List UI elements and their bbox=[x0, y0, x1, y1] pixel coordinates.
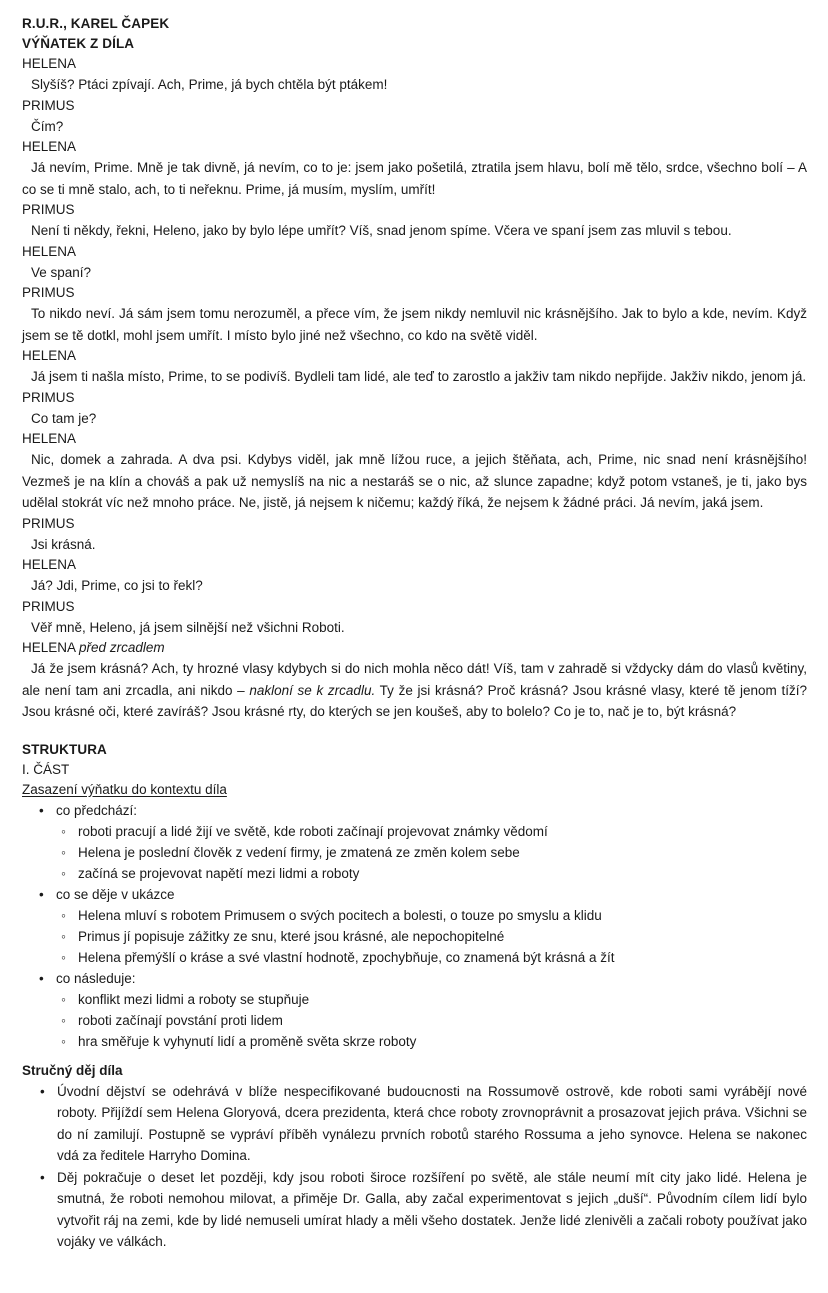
speaker-label: HELENA bbox=[22, 557, 77, 572]
page-subtitle: VÝŇATEK Z DÍLA bbox=[22, 36, 135, 51]
plot-heading: Stručný děj díla bbox=[22, 1062, 123, 1078]
speaker-name bbox=[22, 429, 807, 449]
context-heading: Zasazení výňatku do kontextu díla bbox=[22, 781, 227, 797]
speaker-label: PRIMUS bbox=[22, 97, 75, 113]
speech-text: To nikdo neví. Já sám jsem tomu nerozuměl, a přece vím, že jsem nikdy nemluvil nic krásnějšího. Jak to bylo a kde, nevím. Když jsem se tě dotkl, mohl jsem umřít. I místo bylo jiné než všechno, co kdo na světě viděl. bbox=[22, 306, 807, 343]
group-label: co se děje v ukázce bbox=[56, 886, 175, 902]
stage-direction-inline: nakloní se k zrcadlu. bbox=[249, 682, 376, 698]
speech-text: Já nevím, Prime. Mně je tak divně, já nevím, co to je: jsem jako pošetilá, ztratila jsem hlavu, bolí mě tělo, srdce, všechno bolí – A co se ti mně stalo, ach, to ti neřeknu. Prime, já musím, myslím, umřít! bbox=[22, 160, 807, 197]
speaker-name bbox=[22, 638, 807, 658]
speech-text bbox=[22, 658, 807, 723]
speech-segment: Ty že jsi krásná? Proč krásná? Jsou krásné vlasy, které tě jenom tíží? Jsou krásné oči, které zavíráš? Jsou krásné rty, do kterých se jen koušeš, aby to bolelo? Co je to, nač je to, být krásná? bbox=[22, 682, 807, 719]
speaker-label: HELENA bbox=[22, 243, 77, 259]
list-item: ◦ hra směřuje k vyhynutí lidí a proměně světa skrze roboty bbox=[56, 1031, 807, 1052]
sub-bullet-list bbox=[56, 821, 807, 884]
speech-text: Slyšíš? Ptáci zpívají. Ach, Prime, já bych chtěla být ptákem! bbox=[31, 77, 388, 92]
speaker-label: HELENA bbox=[22, 56, 77, 71]
speaker-label: PRIMUS bbox=[22, 515, 75, 531]
speaker-label: PRIMUS bbox=[22, 598, 75, 614]
speaker-label: PRIMUS bbox=[22, 285, 75, 300]
speaker-name bbox=[22, 96, 807, 116]
group-label: co předchází: bbox=[56, 802, 138, 818]
speech-text: Nic, domek a zahrada. A dva psi. Kdybys viděl, jak mně lížou ruce, a jejich štěňata, ach, Prime, nic snad není krásnějšího! Vezmeš je na klín a chováš a pak už nemyslíš na nic a nestaráš se o nic, až slunce zapadne; když potom vstaneš, je ti, jako bys udělal stokrát víc než mnoho práce. Ne, jistě, já nejsem k ničemu; každý říká, že nejsem k žádné práci. Já nevím, jaká jsem. bbox=[22, 452, 807, 510]
speaker-name bbox=[22, 283, 807, 303]
speech-text: Čím? bbox=[31, 118, 64, 134]
speaker-name bbox=[22, 137, 807, 157]
speaker-name bbox=[22, 346, 807, 366]
speaker-name bbox=[22, 514, 807, 534]
speech-text: Já jsem ti našla místo, Prime, to se podivíš. Bydleli tam lidé, ale teď to zarostlo a jakživ tam nikdo nepřijde. Jakživ nikdo, jenom já. bbox=[31, 369, 807, 384]
plot-bullet-list bbox=[22, 1081, 807, 1253]
speech-text: Co tam je? bbox=[31, 410, 97, 426]
plot-list bbox=[22, 1081, 807, 1253]
list-item: ◦ roboti začínají povstání proti lidem bbox=[56, 1010, 807, 1031]
stage-direction: před zrcadlem bbox=[79, 640, 165, 655]
list-item bbox=[35, 968, 807, 1052]
group-label: co následuje: bbox=[56, 970, 136, 986]
speaker-label: HELENA bbox=[22, 640, 76, 655]
sub-bullet-list bbox=[56, 905, 807, 968]
speaker-label: HELENA bbox=[22, 348, 77, 363]
list-item: ◦ Helena je poslední člověk z vedení firmy, je zmatená ze změn kolem sebe bbox=[56, 842, 807, 863]
speaker-name bbox=[22, 597, 807, 617]
speaker-name bbox=[22, 200, 807, 220]
speaker-label: PRIMUS bbox=[22, 202, 75, 217]
speech-text: Věř mně, Heleno, já jsem silnější než všichni Roboti. bbox=[31, 619, 345, 635]
speech-segment: Já že jsem krásná? Ach, ty hrozné vlasy kdybych si do nich mohla něco dát! Víš, tam v zahradě si vždycky dám do vlasů květiny, ale není tam ani zrcadla, ani nikdo – bbox=[22, 661, 807, 698]
list-item: ◦ začíná se projevovat napětí mezi lidmi a roboty bbox=[56, 863, 807, 884]
speech-text: Není ti někdy, řekni, Heleno, jako by bylo lépe umřít? Víš, snad jenom spíme. Včera ve spaní jsem zas mluvil s tebou. bbox=[31, 223, 732, 238]
list-item: ◦ Primus jí popisuje zážitky ze snu, které jsou krásné, ale nepochopitelné bbox=[56, 926, 807, 947]
list-item bbox=[35, 884, 807, 968]
speaker-label: PRIMUS bbox=[22, 389, 75, 405]
speech-text: Já? Jdi, Prime, co jsi to řekl? bbox=[31, 578, 203, 593]
page-title: R.U.R., KAREL ČAPEK bbox=[22, 16, 170, 31]
speaker-label: HELENA bbox=[22, 139, 77, 154]
structure-bullet-list bbox=[22, 800, 807, 1052]
speaker-name bbox=[22, 388, 807, 408]
list-item: ◦ Helena přemýšlí o kráse a své vlastní hodnotě, zpochybňuje, co znamená být krásná a žít bbox=[56, 947, 807, 968]
excerpt-section bbox=[22, 54, 807, 723]
speech-text: Jsi krásná. bbox=[31, 536, 96, 552]
speaker-name bbox=[22, 54, 807, 74]
speaker-name bbox=[22, 242, 807, 262]
structure-heading: STRUKTURA bbox=[22, 741, 107, 757]
structure-list bbox=[22, 800, 807, 1052]
list-item: • Děj pokračuje o deset let později, kdy jsou roboti široce rozšíření po světě, ale stále neumí mít city jako lidé. Helena je smutná, že roboti nemohou milovat, a přiměje Dr. Galla, aby začal experimentovat s jejich „duší“. Původním cílem lidí bylo vytvořit ráj na zemi, kde by lidé nemuseli umírat hlady a měli všeho dostatek. Jenže lidé zlenivěli a začali roboty používat jako vojáky ve válkách. bbox=[35, 1167, 807, 1253]
list-item: • Úvodní dějství se odehrává v blíže nespecifikované budoucnosti na Rossumově ostrově, kde roboti sami vyrábějí nové roboty. Přijíždí sem Helena Gloryová, dcera prezidenta, která chce roboty zrovnoprávnit a prosazovat jejich práva. Všichni se do ní zamilují. Postupně se vypráví příběh vynálezu prvních robotů starého Rossuma a jeho synovce. Helena se nakonec vdá za ředitele Harryho Domina. bbox=[35, 1081, 807, 1167]
speaker-label: HELENA bbox=[22, 431, 77, 446]
context-heading-wrap bbox=[22, 780, 807, 800]
speech-text: Ve spaní? bbox=[31, 264, 92, 280]
list-item: ◦ roboti pracují a lidé žijí ve světě, kde roboti začínají projevovat známky vědomí bbox=[56, 821, 807, 842]
list-item: ◦ konflikt mezi lidmi a roboty se stupňuje bbox=[56, 989, 807, 1010]
speaker-name bbox=[22, 555, 807, 575]
part-label: I. ČÁST bbox=[22, 761, 70, 777]
list-item bbox=[35, 800, 807, 884]
list-item: ◦ Helena mluví s robotem Primusem o svých pocitech a bolesti, o touze po smyslu a klidu bbox=[56, 905, 807, 926]
sub-bullet-list bbox=[56, 989, 807, 1052]
